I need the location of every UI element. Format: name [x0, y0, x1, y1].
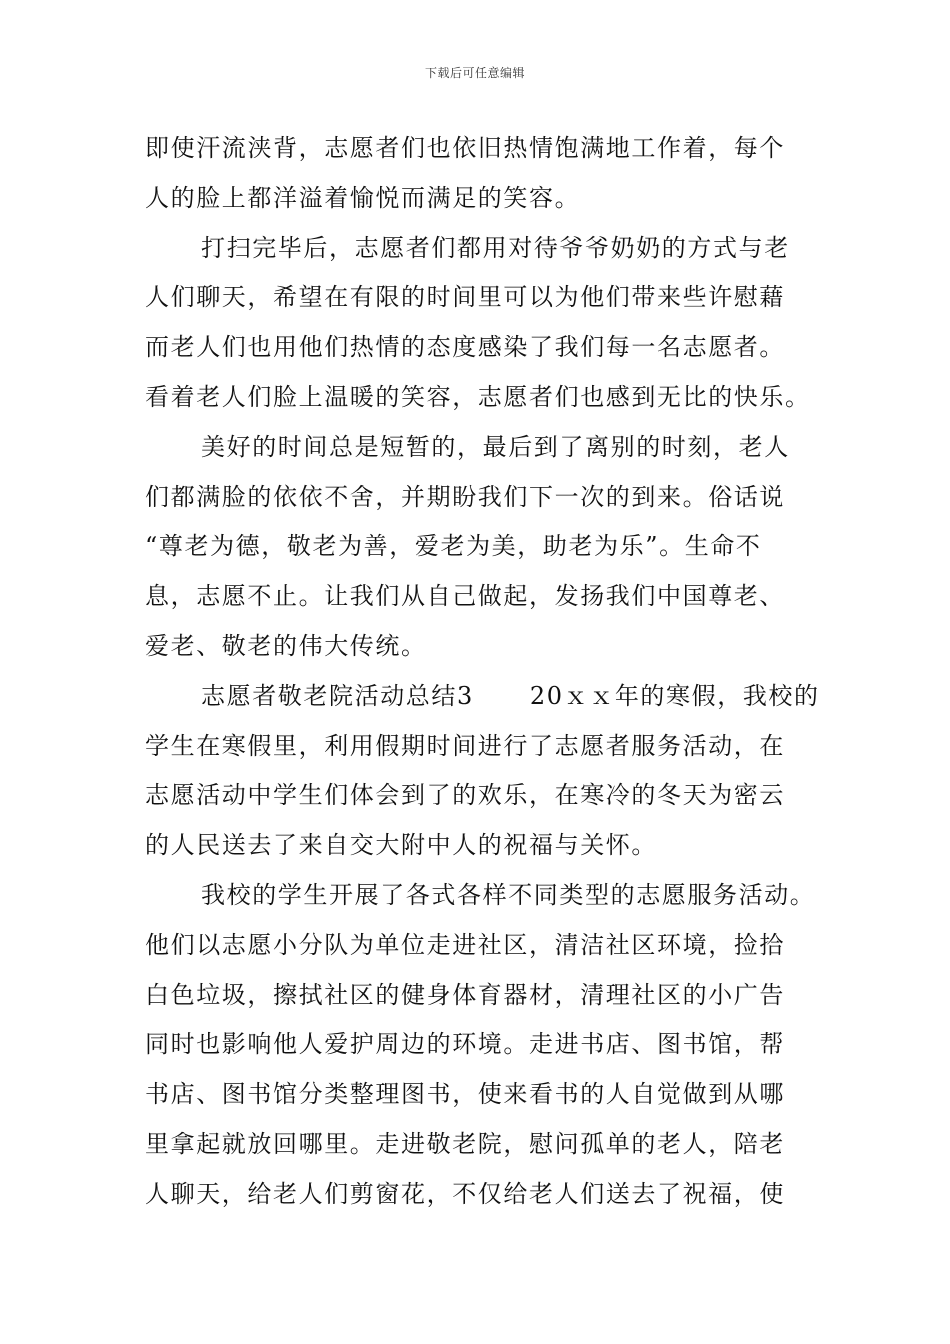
text-line: 的人民送去了来自交大附中人的祝福与关怀。 — [145, 831, 657, 860]
text-line: 志愿活动中学生们体会到了的欢乐，在寒冷的冬天为密云 — [145, 781, 785, 810]
text-line: 人聊天，给老人们剪窗花，不仅给老人们送去了祝福，使 — [145, 1179, 785, 1208]
text-line: 他们以志愿小分队为单位走进社区，清洁社区环境，捡拾 — [145, 930, 785, 959]
text-line: 息，志愿不止。让我们从自己做起，发扬我们中国尊老、 — [145, 582, 785, 611]
text-line: 看着老人们脸上温暖的笑容，志愿者们也感到无比的快乐。 — [145, 382, 811, 411]
text-line: 们都满脸的依依不舍，并期盼我们下一次的到来。俗话说 — [145, 482, 785, 511]
text-line: 爱老、敬老的伟大传统。 — [145, 631, 427, 660]
section-opening-text: 20ｘｘ年的寒假，我校的 — [529, 681, 820, 710]
section-heading: 志愿者敬老院活动总结3 — [201, 681, 474, 710]
text-line: 里拿起就放回哪里。走进敬老院，慰问孤单的老人，陪老 — [145, 1129, 785, 1158]
text-line: 同时也影响他人爱护周边的环境。走进书店、图书馆，帮 — [145, 1030, 785, 1059]
document-body — [145, 128, 845, 1224]
text-line: 人们聊天，希望在有限的时间里可以为他们带来些许慰藉 — [145, 283, 785, 312]
paragraph-start-line: 美好的时间总是短暂的，最后到了离别的时刻，老人 — [201, 432, 790, 461]
text-line: 人的脸上都洋溢着愉悦而满足的笑容。 — [145, 183, 581, 212]
text-line: 而老人们也用他们热情的态度感染了我们每一名志愿者。 — [145, 333, 785, 362]
page-header: 下载后可任意编辑 — [424, 66, 525, 80]
paragraph-start-line: 我校的学生开展了各式各样不同类型的志愿服务活动。 — [201, 880, 816, 909]
text-line: 即使汗流浃背，志愿者们也依旧热情饱满地工作着，每个 — [145, 134, 785, 162]
text-line: 书店、图书馆分类整理图书，使来看书的人自觉做到从哪 — [145, 1080, 785, 1109]
text-line: 白色垃圾，擦拭社区的健身体育器材，清理社区的小广告 — [145, 980, 785, 1009]
text-line: 学生在寒假里，利用假期时间进行了志愿者服务活动，在 — [145, 731, 785, 760]
text-line: “尊老为德，敬老为善，爱老为美，助老为乐”。生命不 — [145, 532, 762, 561]
section-heading-line — [145, 676, 845, 726]
paragraph-start-line: 打扫完毕后，志愿者们都用对待爷爷奶奶的方式与老 — [201, 233, 790, 262]
